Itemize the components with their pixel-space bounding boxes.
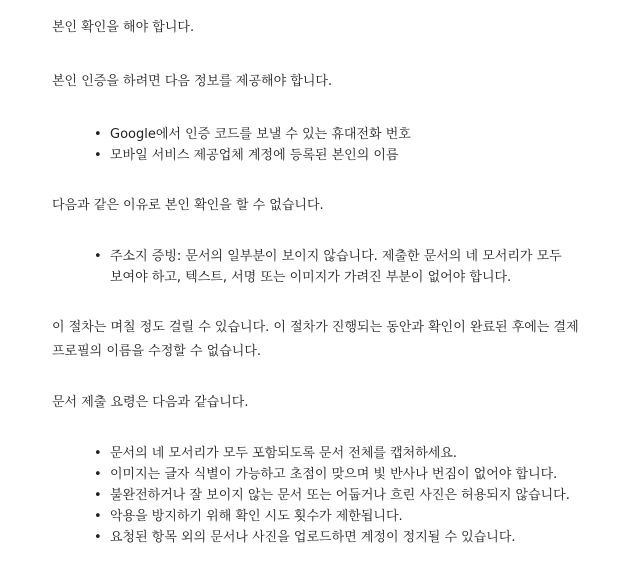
intro-heading: 본인 확인을 해야 합니다. — [52, 20, 195, 35]
list-item: • 문서의 네 모서리가 모두 포함되도록 문서 전체를 캡처하세요. — [52, 443, 592, 464]
required-info-intro: 본인 인증을 하려면 다음 정보를 제공해야 합니다. — [52, 74, 333, 89]
list-item: • 불완전하거나 잘 보이지 않는 문서 또는 어둡거나 흐린 사진은 허용되지 않습니다. — [52, 485, 592, 506]
rejection-reason-list — [52, 246, 592, 288]
bullet-icon: • — [94, 488, 102, 503]
processing-notice: 이 절차는 며칠 정도 걸릴 수 있습니다. 이 절차가 진행되는 동안과 확인이 완료된 후에는 결제 프로필의 이름을 수정할 수 없습니다. — [52, 320, 579, 359]
required-info-list — [52, 124, 592, 166]
submission-tips-list — [52, 443, 592, 548]
bullet-icon: • — [94, 446, 102, 461]
bullet-icon: • — [94, 509, 102, 524]
bullet-icon: • — [94, 249, 102, 264]
list-item: • 모바일 서비스 제공업체 계정에 등록된 본인의 이름 — [52, 145, 592, 166]
submission-tips-intro: 문서 제출 요령은 다음과 같습니다. — [52, 395, 249, 410]
rejection-reason-intro: 다음과 같은 이유로 본인 확인을 할 수 없습니다. — [52, 198, 324, 213]
list-item: • 이미지는 글자 식별이 가능하고 초점이 맞으며 빛 반사나 번짐이 없어야 합니다. — [52, 464, 592, 485]
bullet-icon: • — [94, 127, 102, 142]
list-item: • 악용을 방지하기 위해 확인 시도 횟수가 제한됩니다. — [52, 506, 592, 527]
list-item: • 요청된 항목 외의 문서나 사진을 업로드하면 계정이 정지될 수 있습니다. — [52, 527, 592, 548]
bullet-icon: • — [94, 467, 102, 482]
list-item: • Google에서 인증 코드를 보낼 수 있는 휴대전화 번호 — [52, 124, 592, 145]
list-item: • 주소지 증빙: 문서의 일부분이 보이지 않습니다. 제출한 문서의 네 모서리가 모두 보여야 하고, 텍스트, 서명 또는 이미지가 가려진 부분이 없어야 합니다. — [52, 246, 592, 288]
bullet-icon: • — [94, 148, 102, 163]
bullet-icon: • — [94, 530, 102, 545]
